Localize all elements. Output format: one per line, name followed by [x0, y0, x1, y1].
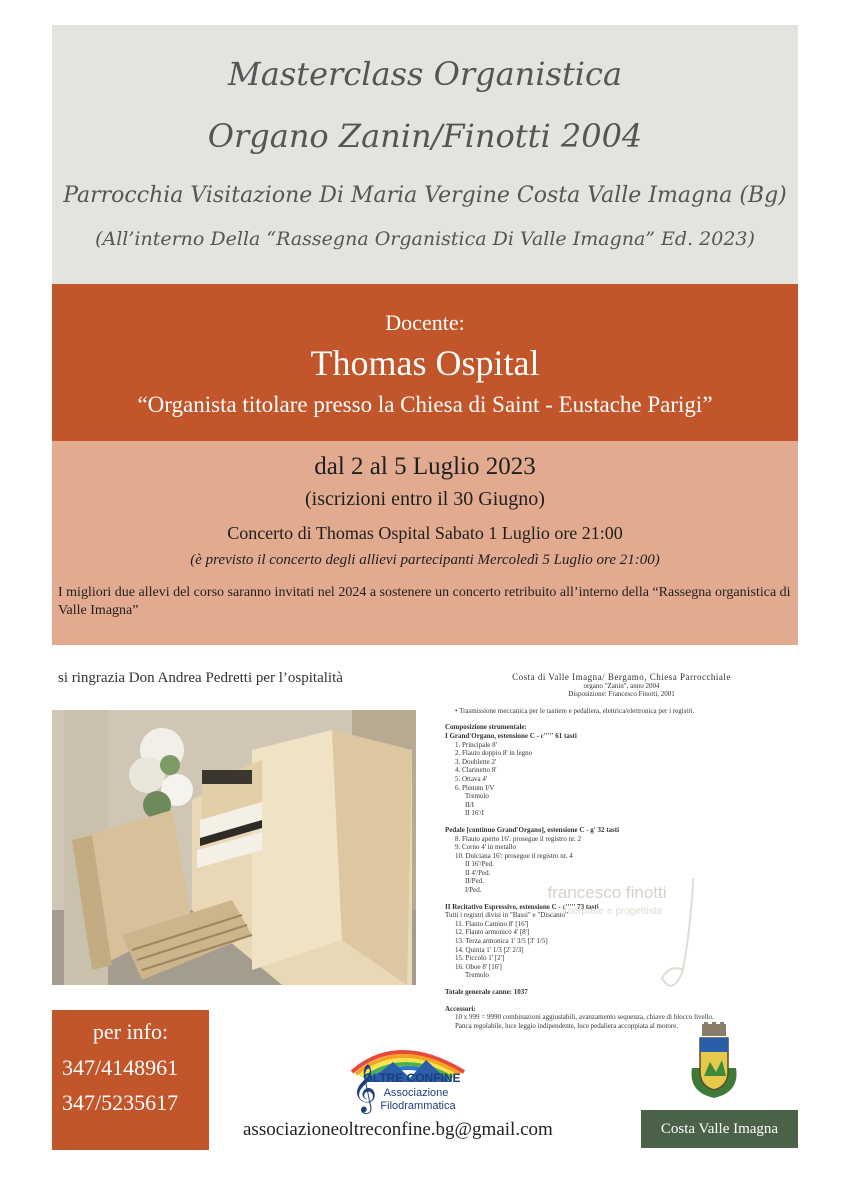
svg-text:𝄞: 𝄞 — [352, 1063, 377, 1112]
header-panel — [52, 25, 798, 284]
teacher-name: Thomas Ospital — [310, 343, 540, 383]
subtitle-line-1: Parrocchia Visitazione Di Maria Vergine Costa Valle Imagna (Bg) — [63, 183, 787, 208]
stop-item: 4. Clarinetto 8' — [455, 766, 497, 775]
date-range: dal 2 al 5 Luglio 2023 — [314, 453, 536, 480]
concert-info: Concerto di Thomas Ospital Sabato 1 Luglio ore 21:00 — [227, 523, 623, 543]
spec-composition-title: Composizione strumentale: — [445, 723, 527, 732]
teacher-description: “Organista titolare presso la Chiesa di Saint - Eustache Parigi” — [137, 392, 713, 417]
organ-photo — [52, 710, 416, 985]
contact-email[interactable]: associazioneoltreconfine.bg@gmail.com — [243, 1119, 553, 1140]
stop-item: 12. Flauto armonico 4' [8'] — [455, 928, 530, 937]
spec-location: Costa di Valle Imagna/ Bergamo, Chiesa Parrocchiale — [512, 672, 731, 682]
stop-item: 13. Terza armonica 1' 3/5 [3' 1/5] — [455, 937, 548, 946]
spec-disposition: Disposizione: Francesco Finotti, 2001 — [568, 690, 675, 699]
town-badge: Costa Valle Imagna — [641, 1110, 798, 1148]
watermark-name: francesco finotti — [547, 883, 667, 902]
stop-item: 15. Piccolo 1' [2'] — [455, 954, 505, 963]
registration-deadline: (iscrizioni entro il 30 Giugno) — [305, 488, 545, 510]
spec-accessories-line-1: 10 x 999 = 9990 combinazioni aggiustabili, avanzamento sequenza, chiave di blocco livello. — [455, 1013, 714, 1022]
logo-art — [338, 1032, 476, 1120]
coupler-item: II 16'/I — [465, 809, 484, 818]
teacher-panel — [52, 284, 798, 441]
stop-item: 8. Flauto aperto 16': prosegue il registro nr. 2 — [455, 834, 582, 843]
prize-note: I migliori due allevi del corso saranno invitati nel 2024 a sostenere un concerto retribuito all’interno della “Rassegna organistica di Valle Imagna” — [58, 585, 791, 618]
town-crest-icon — [688, 1022, 740, 1100]
title-line-2: Organo Zanin/Finotti 2004 — [207, 117, 643, 155]
oltre-confine-logo — [338, 1032, 476, 1120]
spec-pedal-title: Pedale [continuo Grand'Organo], estensione C - g' 32 tasti — [445, 825, 620, 834]
coupler-item: II 4'/Ped. — [465, 868, 491, 877]
logo-line-2: Filodrammatica — [380, 1100, 456, 1112]
stop-item: 2. Flauto doppio 8' in legno — [455, 749, 533, 758]
phone-2[interactable]: 347/5235617 — [62, 1090, 179, 1115]
phone-1[interactable]: 347/4148961 — [62, 1055, 179, 1080]
subtitle-line-2: (All’interno Della “Rassegna Organistica Di Valle Imagna” Ed. 2023) — [95, 228, 755, 250]
spec-accessories-line-2: Panca regolabile, luce leggio indipendente, luce pedaliera accoppiata al motore. — [455, 1021, 679, 1030]
stop-item: 14. Quinta 1' 1/3 [2' 2/3] — [455, 945, 524, 954]
coupler-item: Tremolo — [465, 971, 489, 980]
teacher-role: Docente: — [385, 310, 465, 335]
dates-panel — [52, 441, 798, 645]
finotti-watermark — [512, 878, 702, 998]
spec-grand-organ-title: I Grand'Organo, estensione C - c''''' 61 tasti — [445, 731, 577, 740]
students-concert-note: (è previsto il concerto degli allievi partecipanti Mercoledì 5 Luglio ore 21:00) — [190, 552, 660, 568]
spec-recit-subtitle: Tutti i registri divisi in "Bassi" e "Discanto" — [445, 911, 568, 920]
contact-label: per info: — [92, 1019, 169, 1044]
spec-total: Totale generale canne: 1037 — [445, 988, 528, 996]
coupler-item: II/I — [465, 800, 474, 809]
stop-item: 3. Doublette 2' — [455, 757, 497, 766]
logo-line-1: Associazione — [383, 1087, 449, 1099]
stop-item: 6. Plenum I/V — [455, 783, 495, 792]
spec-recit-title: II Recitativo Espressivo, estensione C - c''''' 73 tasti — [445, 902, 599, 911]
stop-item: 9. Corno 4' in metallo — [455, 843, 516, 852]
stop-item: 5. Ottava 4' — [455, 774, 488, 783]
coupler-item: Tremolo — [465, 792, 489, 801]
contact-panel — [52, 1010, 209, 1150]
coupler-item: I/Ped. — [465, 886, 482, 895]
stop-item: 10. Dulciana 16': prosegue il registro nr. 4 — [455, 851, 573, 860]
logo-name: OLTRE CONFINE — [363, 1071, 461, 1085]
spec-transmission: • Trasmissione meccanica per le tastiere e pedaliera, elettrica/elettronica per i registri. — [455, 706, 695, 715]
thanks-note: si ringrazia Don Andrea Pedretti per l’ospitalità — [58, 670, 343, 686]
finotti-watermark-art — [512, 878, 702, 998]
stop-item: 1. Principale 8' — [455, 740, 497, 749]
stop-item: 16. Oboe 8' [16'] — [455, 962, 502, 971]
coupler-item: II/Ped. — [465, 877, 484, 886]
organ-console-illustration — [52, 710, 416, 985]
spec-accessories-title: Accessori: — [445, 1004, 476, 1013]
watermark-tagline: interprete e progettista — [561, 906, 663, 917]
stop-item: 11. Flauto Camino 8' [16'] — [455, 919, 529, 928]
spec-organ: organo "Zanin", anno 2004 — [583, 681, 660, 690]
coupler-item: II 16'/Ped. — [465, 860, 494, 869]
title-line-1: Masterclass Organistica — [227, 55, 623, 93]
